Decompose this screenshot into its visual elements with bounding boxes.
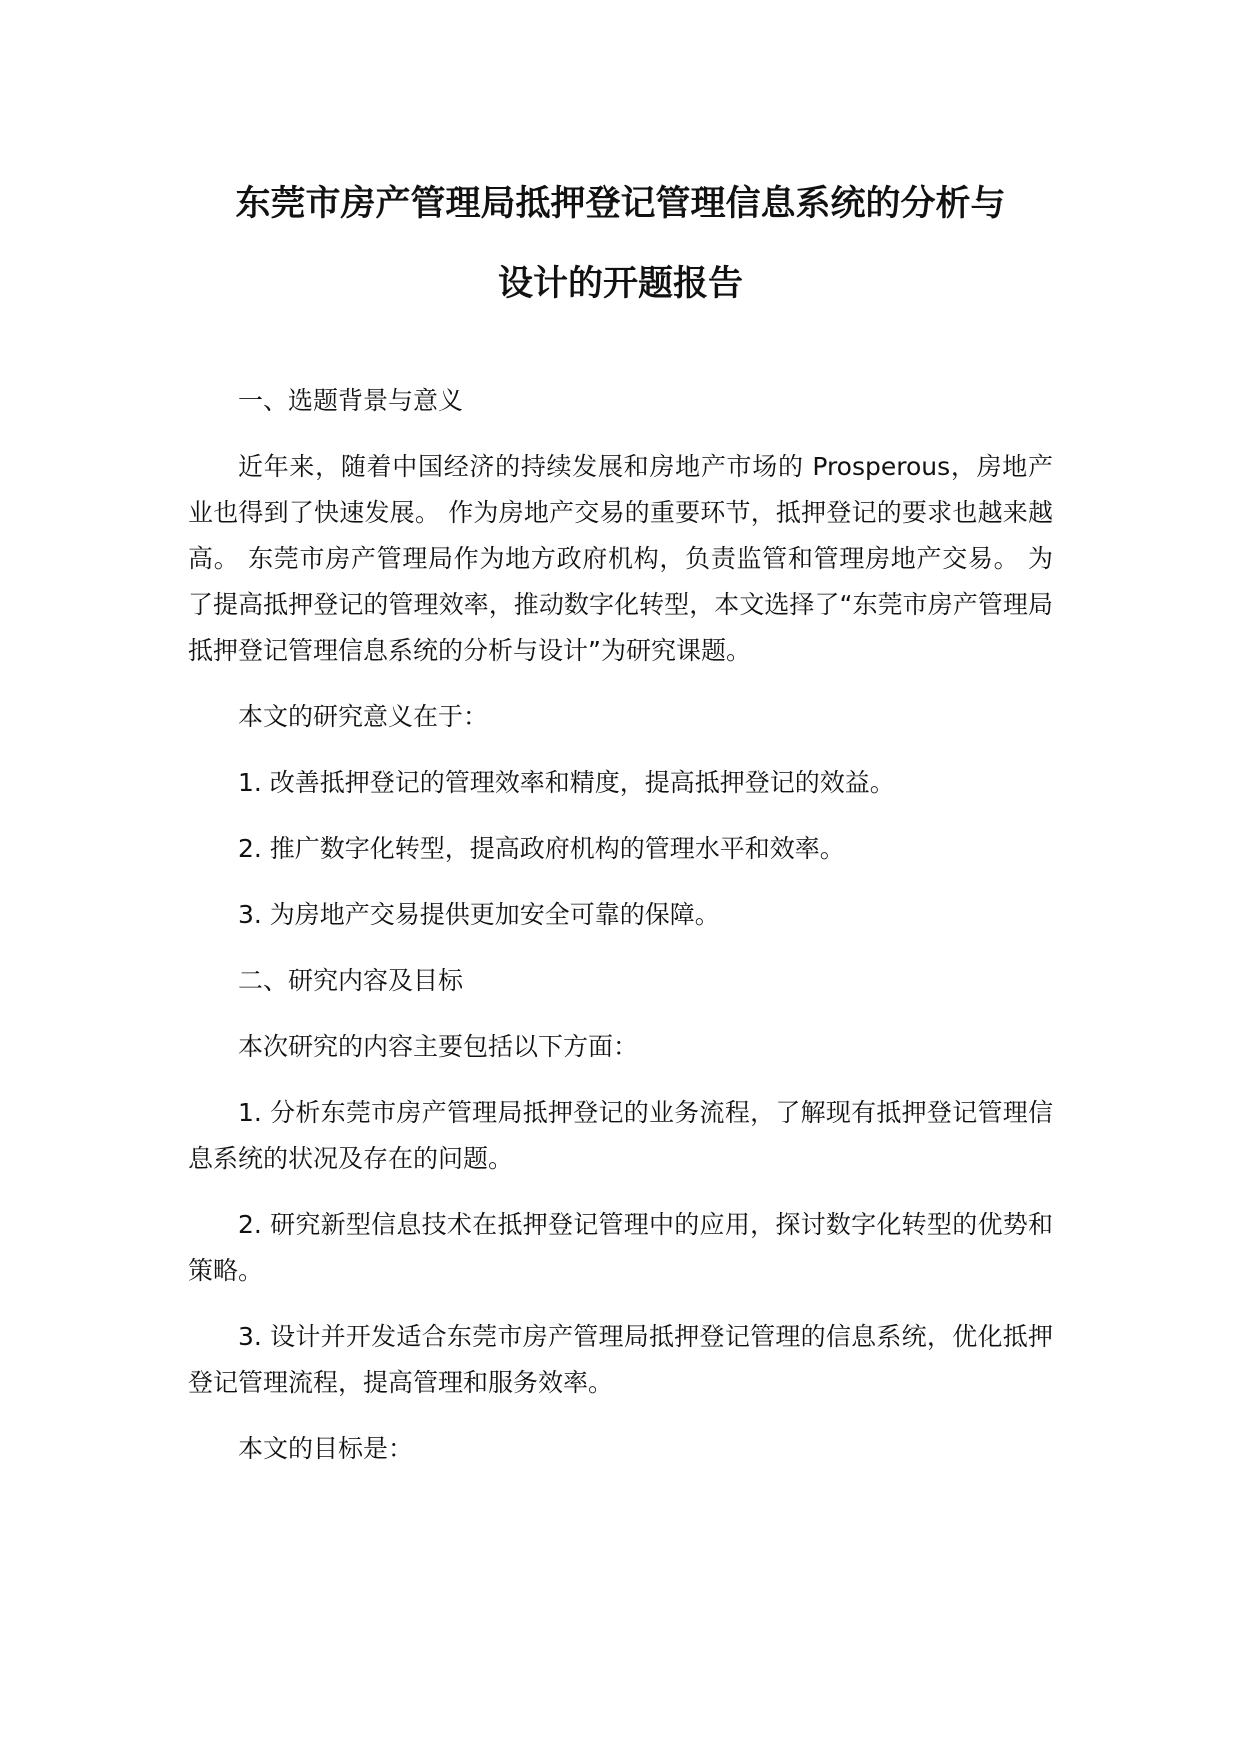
list-item-significance-3: 3. 为房地产交易提供更加安全可靠的保障。 (238, 900, 720, 929)
list-item-significance-1: 1. 改善抵押登记的管理效率和精度，提高抵押登记的效益。 (238, 768, 895, 797)
paragraph-goals-intro: 本文的目标是： (238, 1434, 414, 1463)
document-body (188, 378, 1053, 1472)
paragraph-significance-intro: 本文的研究意义在于： (238, 702, 489, 731)
list-item-significance-2: 2. 推广数字化转型，提高政府机构的管理水平和效率。 (238, 834, 845, 863)
list-item-content-3: 3. 设计并开发适合东莞市房产管理局抵押登记管理的信息系统，优化抵押登记管理流程，提高管理和服务效率。 (188, 1322, 1053, 1397)
list-item-content-1: 1. 分析东莞市房产管理局抵押登记的业务流程，了解现有抵押登记管理信息系统的状况及存在的问题。 (188, 1098, 1053, 1173)
section-heading-background: 一、选题背景与意义 (238, 386, 464, 415)
paragraph-background: 近年来，随着中国经济的持续发展和房地产市场的 Prosperous，房地产业也得到了快速发展。 作为房地产交易的重要环节，抵押登记的要求也越来越高。 东莞市房产管理局作为地方政府机构，负责监管和管理房地产交易。 为了提高抵押登记的管理效率，推动数字化转型，本文选择了“东莞市房产管理局抵押登记管理信息系统的分析与设计”为研究课题。 (188, 452, 1053, 665)
document-title-line-1: 东莞市房产管理局抵押登记管理信息系统的分析与 (235, 184, 1006, 224)
list-item-content-2: 2. 研究新型信息技术在抵押登记管理中的应用，探讨数字化转型的优势和策略。 (188, 1210, 1053, 1285)
paragraph-content-intro: 本次研究的内容主要包括以下方面： (238, 1032, 639, 1061)
section-heading-content: 二、研究内容及目标 (238, 966, 464, 995)
document-title-line-2: 设计的开题报告 (497, 264, 743, 304)
